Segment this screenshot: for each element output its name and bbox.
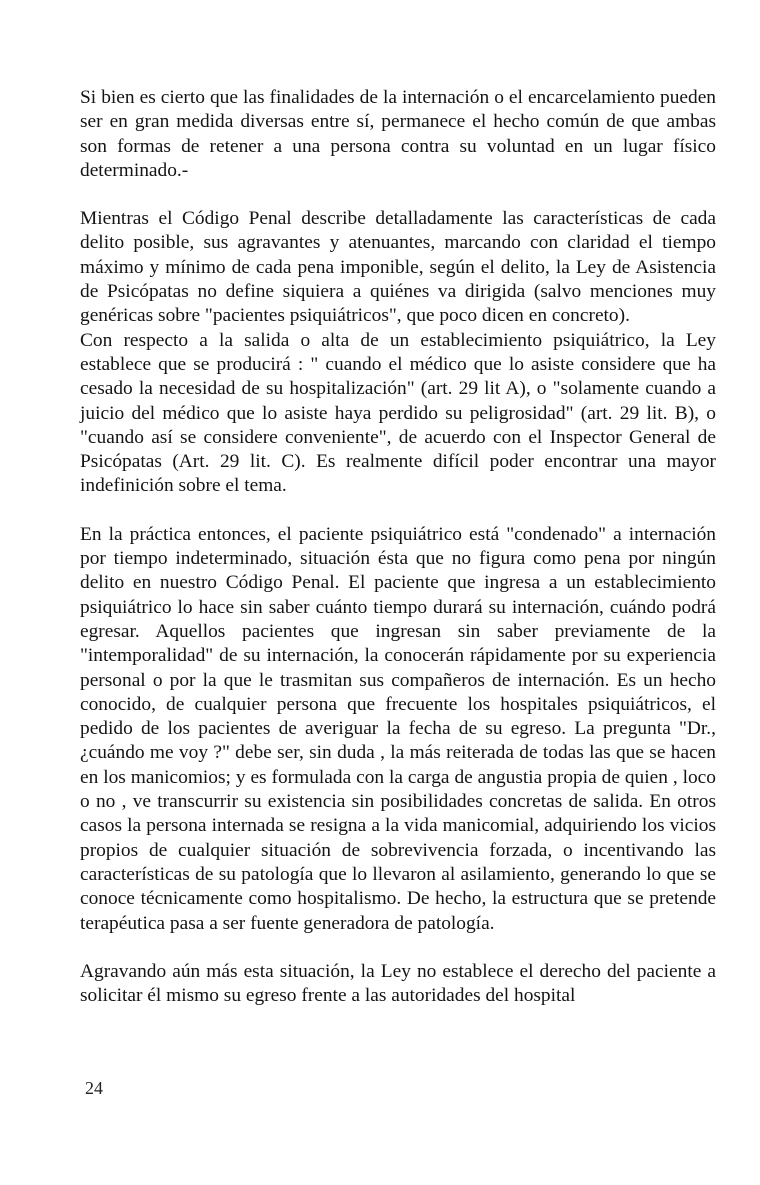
paragraph-3: Con respecto a la salida o alta de un establecimiento psiquiátrico, la Ley establece que se producirá : " cuando el médico que lo asiste considere que ha cesado la necesidad de su hospitalización" (art. 29 lit A), o "solamente cuando a juicio del médico que lo asiste haya perdido su peligrosidad" (art. 29 lit. B), o "cuando así se considere conveniente", de acuerdo con el Inspector General de Psicópatas (Art. 29 lit. C). Es realmente difícil poder encontrar una mayor indefinición sobre el tema.: [80, 329, 716, 497]
page-body: [80, 86, 716, 1008]
paragraph-1: Si bien es cierto que las finalidades de la internación o el encarcelamiento pueden ser en gran medida diversas entre sí, permanece el hecho común de que ambas son formas de retener a una persona contra su voluntad en un lugar físico determinado.-: [80, 87, 716, 181]
paragraph-4: En la práctica entonces, el paciente psiquiátrico está "condenado" a internación por tiempo indeterminado, situación ésta que no figura como pena por ningún delito en nuestro Código Penal. El paciente que ingresa a un establecimiento psiquiátrico lo hace sin saber cuánto tiempo durará su internación, cuándo podrá egresar. Aquellos pacientes que ingresan sin saber previamente de la "intemporalidad" de su internación, la conocerán rápidamente por su experiencia personal o por la que le trasmitan sus compañeros de internación. Es un hecho conocido, de cualquier persona que frecuente los hospitales psiquiátricos, el pedido de los pacientes de averiguar la fecha de su egreso. La pregunta "Dr., ¿cuándo me voy ?" debe ser, sin duda , la más reiterada de todas las que se hacen en los manicomios; y es formulada con la carga de angustia propia de quien , loco o no , ve transcurrir su existencia sin posibilidades concretas de salida. En otros casos la persona internada se resigna a la vida manicomial, adquiriendo los vicios propios de cualquier situación de sobrevivencia forzada, o incentivando las características de su patología que lo llevaron al asilamiento, generando lo que se conoce técnicamente como hospitalismo. De hecho, la estructura que se pretende terapéutica pasa a ser fuente generadora de patología.: [80, 523, 716, 934]
paragraph-2: Mientras el Código Penal describe detalladamente las características de cada delito posible, sus agravantes y atenuantes, marcando con claridad el tiempo máximo y mínimo de cada pena imponible, según el delito, la Ley de Asistencia de Psicópatas no define siquiera a quiénes va dirigida (salvo menciones muy genéricas sobre "pacientes psiquiátricos", que poco dicen en concreto).: [80, 208, 716, 327]
paragraph-5: Agravando aún más esta situación, la Ley no establece el derecho del paciente a solicitar él mismo su egreso frente a las autoridades del hospital: [80, 960, 716, 1007]
page-number: 24: [85, 1078, 103, 1098]
